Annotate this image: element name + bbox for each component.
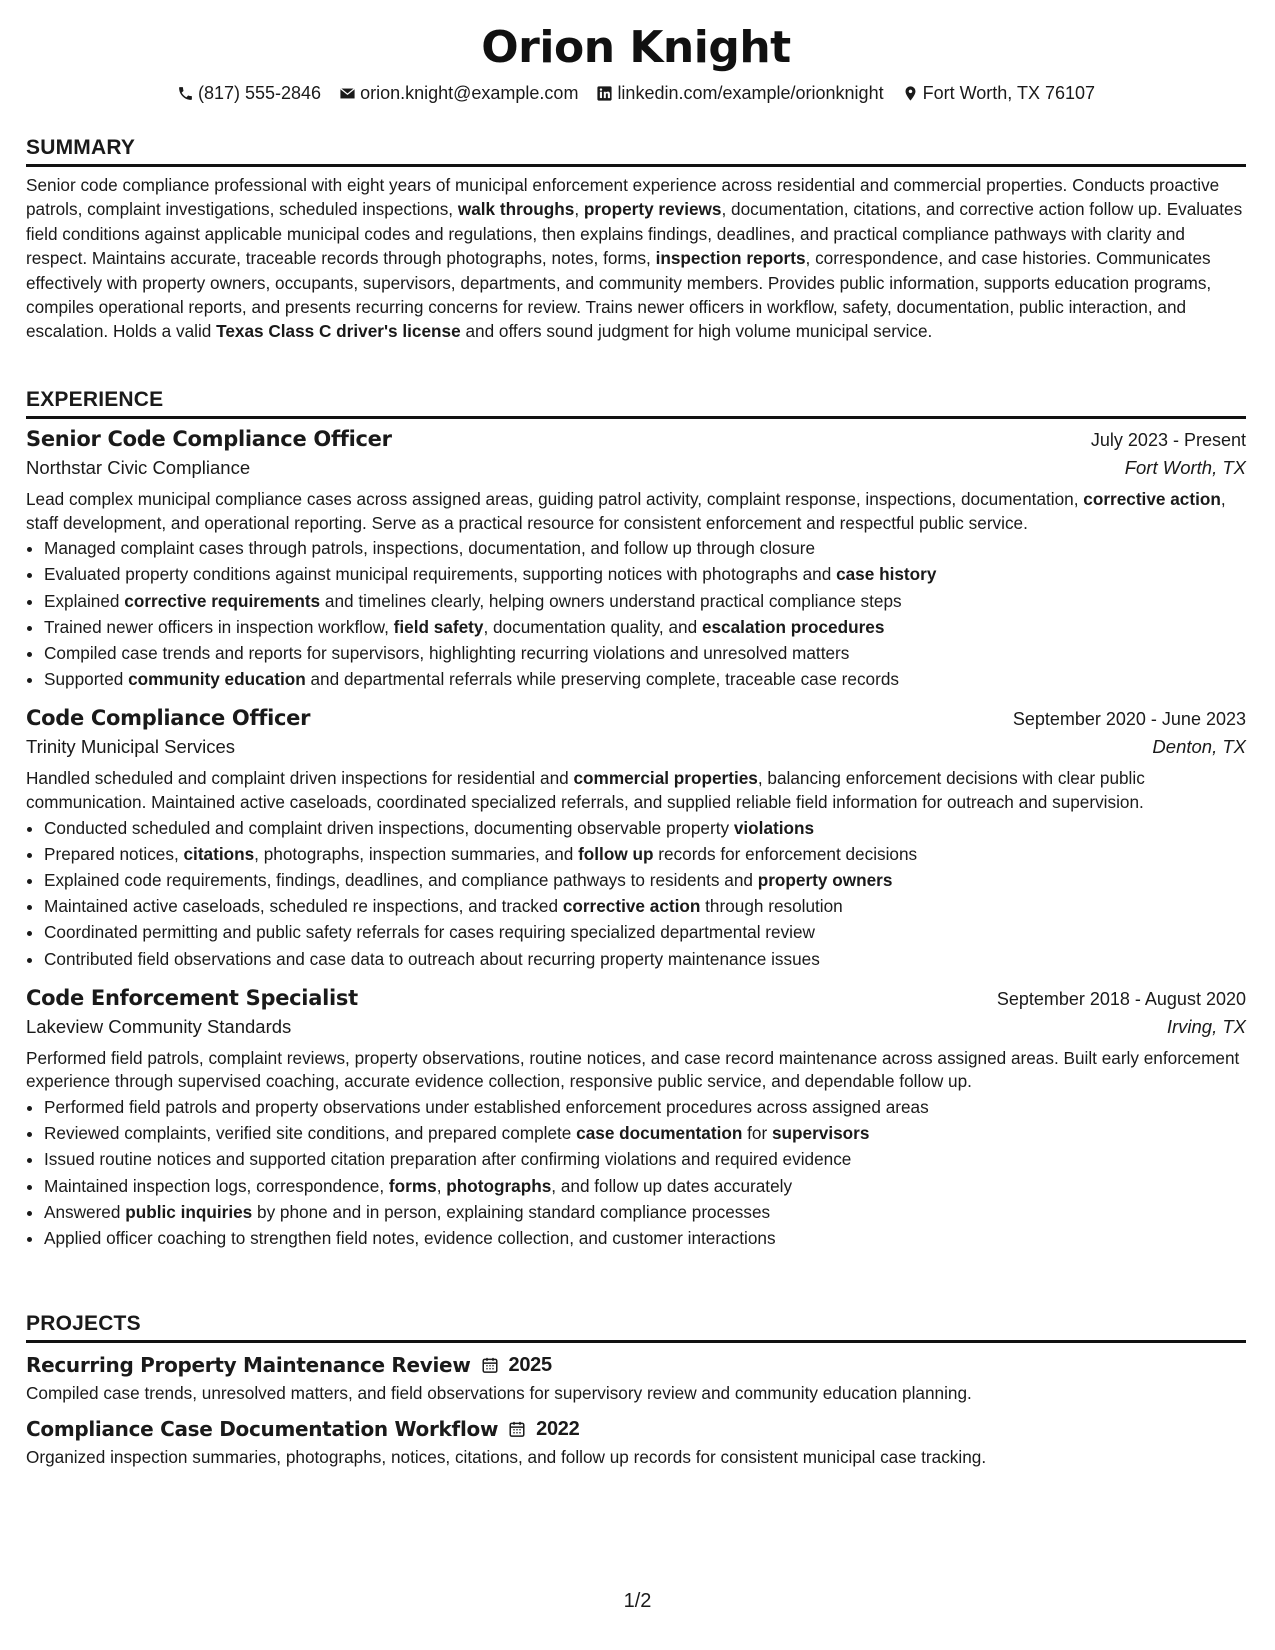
text-run: Evaluated property conditions against municipal requirements, supporting notices with photographs and [44, 564, 837, 585]
bold-text: case history [836, 564, 937, 585]
contact-text: Fort Worth, TX 76107 [922, 83, 1096, 103]
job-dates: September 2018 - August 2020 [996, 988, 1246, 1009]
bullet-item [44, 1146, 1246, 1172]
contact-item[interactable] [596, 80, 883, 106]
job-subheader [26, 457, 1246, 479]
project-name: Compliance Case Documentation Workflow [26, 1417, 499, 1441]
bold-text: citations [183, 843, 255, 864]
text-run: Applied officer coaching to strengthen field notes, evidence collection, and customer interactions [44, 1228, 776, 1249]
bullet-item [44, 561, 1246, 587]
calendar-icon [508, 1420, 526, 1438]
job-header [26, 706, 1246, 730]
text-run: Issued routine notices and supported citation preparation after confirming violations and required evidence [44, 1149, 852, 1170]
company-name: Northstar Civic Compliance [26, 457, 251, 478]
text-run: Reviewed complaints, verified site conditions, and prepared complete [44, 1123, 577, 1144]
bold-text: walk throughs [457, 199, 575, 220]
job-location: Denton, TX [1152, 736, 1246, 758]
project-description: Compiled case trends, unresolved matters, and field observations for supervisory review and community education planning. [26, 1383, 972, 1403]
projects-section [26, 1312, 1246, 1469]
text-run: Conducted scheduled and complaint driven inspections, documenting observable property [44, 817, 734, 838]
bullet-item [44, 1225, 1246, 1251]
text-run: , and follow up dates accurately [551, 1175, 793, 1196]
job-bullets [26, 535, 1246, 692]
linkedin-icon [596, 85, 613, 102]
contact-item[interactable] [339, 80, 578, 106]
project-header [26, 1417, 1246, 1441]
text-run: , documentation quality, and [483, 616, 702, 637]
summary-text [26, 173, 1246, 344]
job-header [26, 427, 1246, 451]
bold-text: Texas Class C driver's license [216, 321, 461, 342]
page-number: 1/2 [623, 1590, 652, 1612]
calendar-icon [481, 1356, 499, 1374]
bullet-item [44, 588, 1246, 614]
text-run: by phone and in person, explaining standard compliance processes [252, 1201, 771, 1222]
job-bullets [26, 1094, 1246, 1251]
contact-text: linkedin.com/example/orionknight [617, 83, 884, 103]
job-description [26, 767, 1246, 814]
text-run: , balancing enforcement decisions with clear public communication. Maintained active caseloads, coordinated specialized referrals, and supplied reliable field information for outreach and supervision. [26, 768, 1145, 812]
project-name: Recurring Property Maintenance Review [26, 1353, 471, 1377]
text-run: , [436, 1175, 447, 1196]
bullet-item [44, 841, 1246, 867]
contact-text: orion.knight@example.com [360, 83, 579, 103]
bold-text: property owners [757, 870, 893, 890]
job-bullets [26, 815, 1246, 972]
text-run: Explained [44, 590, 125, 611]
bold-text: escalation procedures [701, 616, 885, 637]
text-run: Lead complex municipal compliance cases across assigned areas, guiding patrol activity, complaint response, inspections, documentation, [26, 489, 1084, 509]
text-run: and departmental referrals while preserving complete, traceable case records [305, 669, 899, 690]
bold-text: public inquiries [125, 1201, 253, 1222]
text-run: Handled scheduled and complaint driven inspections for residential and [26, 768, 574, 789]
text-run: Contributed field observations and case data to outreach about recurring property maintenance issues [44, 948, 820, 969]
bold-text: follow up [578, 843, 654, 864]
bullet-item [44, 1173, 1246, 1199]
bullet-item [44, 666, 1246, 692]
job-list [26, 427, 1246, 1251]
company-name: Trinity Municipal Services [26, 736, 236, 758]
contact-text: (817) 555-2846 [197, 83, 322, 103]
text-run: and timelines clearly, helping owners understand practical compliance steps [320, 590, 902, 611]
bullet-item [44, 893, 1246, 919]
text-run: Supported [44, 669, 129, 690]
bold-text: corrective requirements [124, 590, 321, 611]
bullet-item [44, 815, 1246, 841]
project-year: 2025 [508, 1353, 552, 1376]
project-header [26, 1353, 1246, 1377]
bold-text: inspection reports [655, 248, 806, 269]
job-entry [26, 427, 1246, 692]
job-location: Fort Worth, TX [1124, 457, 1246, 478]
summary-section [26, 136, 1246, 344]
bold-text: photographs [446, 1175, 552, 1196]
company-name: Lakeview Community Standards [26, 1015, 292, 1037]
bold-text: violations [733, 817, 815, 838]
map-pin-icon [902, 85, 919, 102]
text-run: , staff development, and operational reporting. Serve as a practical resource for consistent enforcement and respectful public service. [26, 489, 1226, 533]
text-run: Prepared notices, [44, 843, 184, 864]
section-title-experience: EXPERIENCE [26, 388, 1246, 419]
resume-page [26, 0, 1246, 1467]
section-title-summary: SUMMARY [26, 136, 1246, 167]
text-run: Explained code requirements, findings, deadlines, and compliance pathways to residents and [44, 870, 758, 890]
text-run: for [742, 1123, 772, 1144]
bold-text: case documentation [576, 1123, 743, 1144]
text-run: , photographs, inspection summaries, and [254, 843, 579, 864]
section-title-projects: PROJECTS [26, 1312, 1246, 1343]
job-entry [26, 706, 1246, 971]
text-run: Trained newer officers in inspection workflow, [44, 616, 394, 637]
bullet-item [44, 946, 1246, 972]
job-location: Irving, TX [1166, 1015, 1246, 1037]
project-year: 2022 [536, 1417, 580, 1440]
job-title: Code Enforcement Specialist [26, 985, 358, 1010]
text-run: records for enforcement decisions [653, 843, 918, 864]
envelope-icon [339, 85, 356, 102]
text-run: Coordinated permitting and public safety referrals for cases requiring specialized departmental review [44, 922, 815, 943]
text-run: Maintained active caseloads, scheduled re inspections, and tracked [44, 896, 563, 917]
bold-text: commercial properties [573, 768, 758, 789]
job-entry [26, 986, 1246, 1251]
job-subheader [26, 736, 1246, 758]
project-list [26, 1353, 1246, 1469]
bullet-item [44, 1199, 1246, 1225]
text-run: Managed complaint cases through patrols, inspections, documentation, and follow up through closure [44, 538, 816, 559]
contact-bar [26, 80, 1246, 106]
bullet-item [44, 640, 1246, 666]
bold-text: supervisors [771, 1123, 870, 1144]
bold-text: corrective action [562, 896, 701, 917]
text-run: Maintained inspection logs, correspondence, [44, 1175, 389, 1196]
bold-text: corrective action [1083, 489, 1221, 509]
job-title: Senior Code Compliance Officer [26, 427, 392, 451]
text-run: , documentation, citations, and corrective action follow up. Evaluates field conditions against applicable municipal codes and regulations, then explains findings, deadlines, and practical compliance pathways with clarity and respect. Maintains accurate, traceable records through photographs, notes, forms, [26, 199, 1243, 269]
bullet-item [44, 919, 1246, 945]
text-run: Performed field patrols and property observations under established enforcement procedures across assigned areas [44, 1097, 929, 1117]
bullet-item [44, 614, 1246, 640]
phone-icon [177, 85, 194, 102]
bullet-item [44, 535, 1246, 561]
text-run: and offers sound judgment for high volume municipal service. [460, 321, 933, 342]
bullet-item [44, 1094, 1246, 1120]
project-entry [26, 1353, 1246, 1405]
job-description [26, 1047, 1246, 1094]
project-entry [26, 1417, 1246, 1469]
text-run: Answered [44, 1201, 126, 1222]
bold-text: field safety [393, 616, 484, 637]
bold-text: property reviews [583, 199, 722, 220]
job-description [26, 488, 1246, 535]
job-header [26, 986, 1246, 1010]
candidate-name: Orion Knight [481, 22, 791, 73]
text-run: Compiled case trends and reports for supervisors, highlighting recurring violations and unresolved matters [44, 643, 850, 663]
bold-text: forms [388, 1175, 437, 1196]
contact-item[interactable] [177, 80, 321, 106]
project-description: Organized inspection summaries, photographs, notices, citations, and follow up records for consistent municipal case tracking. [26, 1447, 987, 1467]
text-run: , [574, 199, 584, 220]
bullet-item [44, 867, 1246, 893]
text-run: Performed field patrols, complaint reviews, property observations, routine notices, and case record maintenance across assigned areas. Built early enforcement experience through supervised coaching, accurate evidence collection, responsive public service, and dependable follow up. [26, 1047, 1240, 1092]
contact-item[interactable] [902, 80, 1095, 106]
bullet-item [44, 1120, 1246, 1146]
text-run: , correspondence, and case histories. Communicates effectively with property owners, occupants, supervisors, departments, and community members. Provides public information, supports education programs, compiles operational reports, and presents recurring concerns for review. Trains newer officers in workflow, safety, documentation, public interaction, and escalation. Holds a valid [26, 248, 1212, 342]
job-dates: September 2020 - June 2023 [1012, 709, 1246, 730]
experience-section [26, 388, 1246, 1251]
job-title: Code Compliance Officer [26, 706, 311, 731]
bold-text: community education [128, 669, 306, 690]
job-dates: July 2023 - Present [1090, 430, 1246, 450]
text-run: Senior code compliance professional with eight years of municipal enforcement experience across residential and commercial properties. Conducts proactive patrols, complaint investigations, scheduled inspections, [26, 175, 1220, 220]
job-subheader [26, 1016, 1246, 1038]
text-run: through resolution [700, 896, 843, 917]
